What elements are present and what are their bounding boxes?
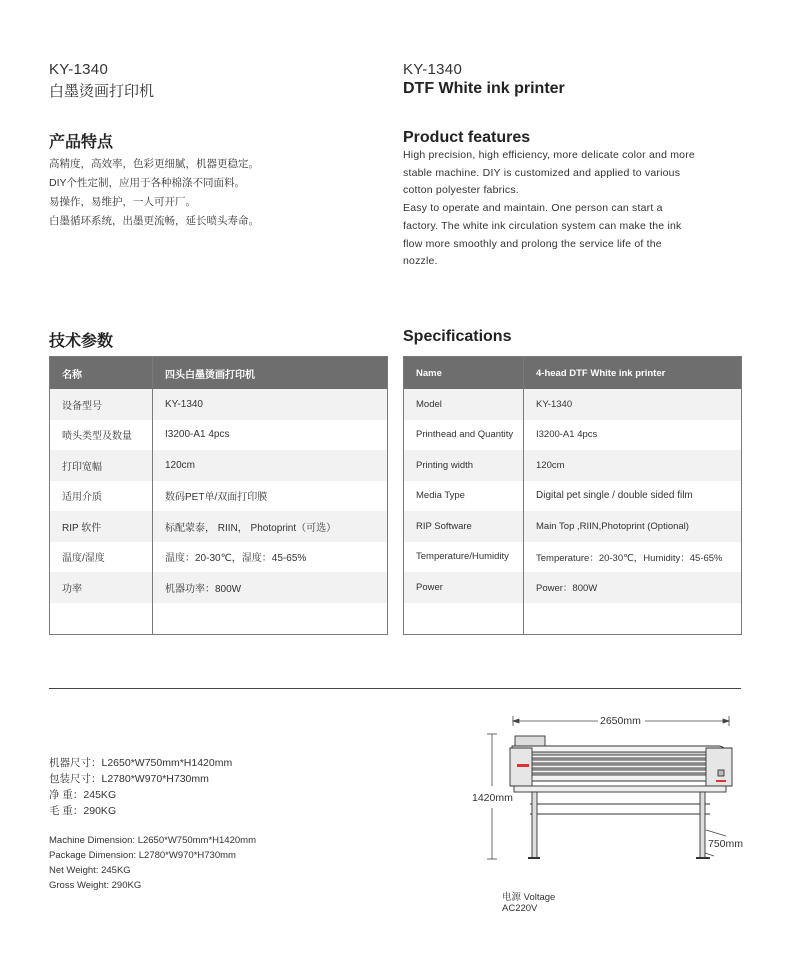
dimension-line-en: Net Weight: 245KG <box>49 865 131 876</box>
spec-value <box>524 603 742 635</box>
feature-line-en: stable machine. DIY is customized and applied to various <box>403 166 681 179</box>
spec-label: Temperature/Humidity <box>404 542 524 573</box>
spec-label: 适用介质 <box>50 481 153 512</box>
table-row <box>50 542 388 573</box>
section-divider <box>49 688 741 689</box>
table-row <box>50 572 388 603</box>
spec-table-cn <box>49 356 388 635</box>
table-row-empty <box>404 603 742 635</box>
column-header: Name <box>404 357 524 390</box>
dimension-line-cn: 包装尺寸：L2780*W970*H730mm <box>49 773 209 785</box>
spec-value: 120cm <box>524 450 742 481</box>
feature-line-cn: 高精度，高效率，色彩更细腻，机器更稳定。 <box>49 158 259 170</box>
feature-line-en: flow more smoothly and prolong the service life of the <box>403 237 662 250</box>
spec-value: 标配蒙泰， RIIN， Photoprint（可选） <box>153 511 388 542</box>
column-header: 四头白墨烫画打印机 <box>153 357 388 390</box>
features-list-en <box>403 147 743 271</box>
spec-value: 温度：20-30℃，湿度：45-65% <box>153 542 388 573</box>
spec-label: Printing width <box>404 450 524 481</box>
feature-line-en: Easy to operate and maintain. One person can start a <box>403 202 663 215</box>
dimension-line-en: Package Dimension: L2780*W970*H730mm <box>49 850 236 861</box>
spec-label <box>404 603 524 635</box>
dimension-line-cn: 毛 重：290KG <box>49 805 117 817</box>
specs-heading-en: Specifications <box>403 328 512 345</box>
spec-label: RIP 软件 <box>50 511 153 542</box>
spec-label: RIP Software <box>404 511 524 542</box>
table-header-row <box>404 357 742 390</box>
table-row <box>404 511 742 542</box>
spec-label: Model <box>404 389 524 420</box>
height-label: 1420mm <box>472 792 513 804</box>
model-code-en: KY-1340 <box>403 61 463 78</box>
spec-value: 机器功率：800W <box>153 572 388 603</box>
table-row <box>404 389 742 420</box>
features-list-cn <box>49 155 379 231</box>
spec-label: 功率 <box>50 572 153 603</box>
table-row <box>50 389 388 420</box>
spec-value: Temperature：20-30℃，Humidity：45-65% <box>524 542 742 573</box>
spec-value: Digital pet single / double sided film <box>524 481 742 512</box>
table-row <box>404 481 742 512</box>
dimension-line-cn: 机器尺寸：L2650*W750mm*H1420mm <box>49 757 233 769</box>
spec-label <box>50 603 153 635</box>
table-row <box>50 420 388 451</box>
column-header: 4-head DTF White ink printer <box>524 357 742 390</box>
spec-value: I3200-A1 4pcs <box>153 420 388 451</box>
feature-line-cn: DIY个性定制，应用于各种棉涤不同面料。 <box>49 177 246 189</box>
spec-value: KY-1340 <box>524 389 742 420</box>
features-heading-cn: 产品特点 <box>49 134 114 151</box>
dimensions-en <box>49 833 256 893</box>
spec-value: KY-1340 <box>153 389 388 420</box>
spec-label: Media Type <box>404 481 524 512</box>
dimension-line-cn: 净 重：245KG <box>49 789 117 801</box>
table-row <box>50 450 388 481</box>
table-row <box>404 420 742 451</box>
feature-line-en: cotton polyester fabrics. <box>403 184 519 197</box>
spec-value <box>153 603 388 635</box>
feature-line-cn: 易操作，易维护，一人可开厂。 <box>49 196 196 208</box>
spec-label: 设备型号 <box>50 389 153 420</box>
feature-line-cn: 白墨循环系统，出墨更流畅，延长喷头寿命。 <box>49 215 259 227</box>
table-row <box>404 542 742 573</box>
dimension-line-en: Machine Dimension: L2650*W750mm*H1420mm <box>49 835 256 846</box>
spec-value: I3200-A1 4pcs <box>524 420 742 451</box>
voltage-value: AC220V <box>502 903 538 914</box>
feature-line-en: factory. The white ink circulation system can make the ink <box>403 219 682 232</box>
feature-line-en: nozzle. <box>403 255 438 268</box>
spec-label: 打印宽幅 <box>50 450 153 481</box>
spec-label: 温度/湿度 <box>50 542 153 573</box>
spec-label: Printhead and Quantity <box>404 420 524 451</box>
spec-value: Main Top ,RIIN,Photoprint (Optional) <box>524 511 742 542</box>
table-row <box>404 572 742 603</box>
voltage-info <box>502 892 555 914</box>
page-title-cn: 白墨烫画打印机 <box>49 83 155 100</box>
spec-table-en <box>403 356 742 635</box>
spec-value: Power：800W <box>524 572 742 603</box>
spec-label: Power <box>404 572 524 603</box>
column-header: 名称 <box>50 357 153 390</box>
width-label: 2650mm <box>600 715 641 727</box>
table-row <box>50 481 388 512</box>
model-code-cn: KY-1340 <box>49 61 109 78</box>
table-row <box>404 450 742 481</box>
specs-heading-cn: 技术参数 <box>49 333 114 350</box>
table-header-row <box>50 357 388 390</box>
dimension-line-en: Gross Weight: 290KG <box>49 880 142 891</box>
voltage-label: 电源 Voltage <box>502 892 556 903</box>
feature-line-en: High precision, high efficiency, more delicate color and more <box>403 149 695 161</box>
table-row <box>50 511 388 542</box>
depth-label: 750mm <box>708 838 744 850</box>
spec-label: 喷头类型及数量 <box>50 420 153 451</box>
printer-diagram <box>470 706 760 876</box>
printer-body <box>510 736 732 858</box>
spec-value: 120cm <box>153 450 388 481</box>
features-heading-en: Product features <box>403 129 531 146</box>
table-row-empty <box>50 603 388 635</box>
dimensions-cn <box>49 755 232 819</box>
spec-value: 数码PET单/双面打印膜 <box>153 481 388 512</box>
page-title-en: DTF White ink printer <box>403 80 565 97</box>
